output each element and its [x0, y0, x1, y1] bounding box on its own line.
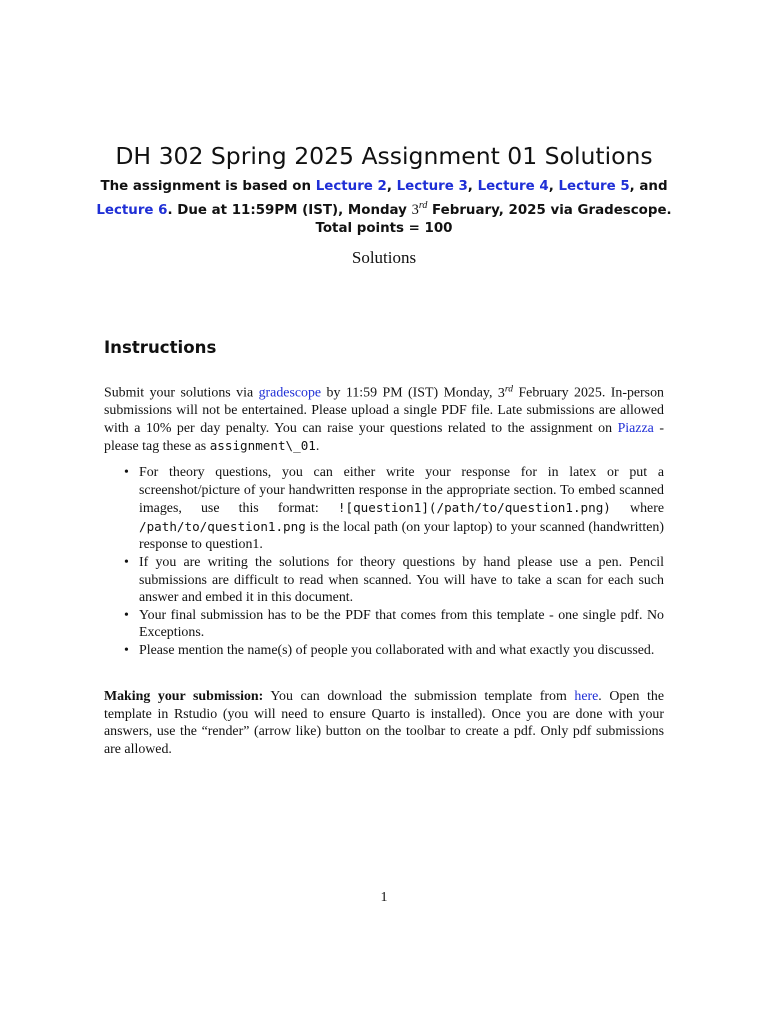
lecture-3-link[interactable]: Lecture 3 [396, 179, 468, 194]
instructions-heading: Instructions [104, 338, 217, 357]
list-item: • For theory questions, you can either write your response for in latex or put a screenshot/picture of your handwritten response in the appropriate section. To embed scanned images, use this format: ![question1](/path/to/question1.png) where /path/to/question1.png is the local path (on your laptop) to your scanned (handwritten) response to question1. [124, 465, 665, 553]
instructions-intro: Submit your solutions via gradescope by 11:59 PM (IST) Monday, 3rd February 2025. In-person submissions will not be entertained. Please upload a single PDF file. Late submissions are allowed with a 10% per day penalty. You can raise your questions related to the assignment on Piazza - please tag these as assignment\_01. [104, 384, 664, 455]
lecture-2-link[interactable]: Lecture 2 [315, 179, 387, 194]
total-points: Total points = 100 [315, 221, 453, 237]
gradescope-link[interactable]: gradescope [258, 385, 322, 401]
bullet-icon: • [124, 642, 129, 658]
list-item: • If you are writing the solutions for theory questions by hand please use a pen. Pencil submissions are difficult to read when scanned. You will have to take a scan for each such answer and embed it in this document. [124, 554, 664, 606]
assignment-tag: assignment\_01 [209, 438, 316, 454]
path-code: /path/to/question1.png [139, 518, 306, 534]
template-here-link[interactable]: here [574, 689, 599, 704]
document-subtitle: The assignment is based on Lecture 2, Lecture 3, Lecture 4, Lecture 5, and Lecture 6. Due at 11:59PM (IST), Monday 3rd February, 2025 via Gradescope. Total points = 100 [96, 179, 672, 237]
lecture-5-link[interactable]: Lecture 5 [558, 179, 630, 194]
subtitle-prefix: The assignment is based on [100, 179, 312, 194]
submission-label: Making your submission: [104, 689, 264, 704]
due-suffix: February, 2025 via Gradescope. [432, 202, 672, 218]
list-item: • Your final submission has to be the PDF that comes from this template - one single pdf. No Exceptions. [124, 607, 664, 641]
list-item: • Please mention the name(s) of people you collaborated with and what exactly you discussed. [124, 642, 655, 658]
document-author: Solutions [351, 248, 417, 267]
lecture-4-link[interactable]: Lecture 4 [477, 179, 549, 194]
and-text: , and [629, 179, 668, 194]
bullet-icon: • [124, 465, 129, 480]
due-prefix: . Due at 11:59PM (IST), Monday [167, 202, 407, 218]
piazza-link[interactable]: Piazza [617, 420, 654, 436]
intro-day: 3rd [497, 384, 513, 401]
page-number: 1 [380, 890, 388, 905]
image-embed-code: ![question1](/path/to/question1.png) [337, 500, 611, 516]
lecture-6-link[interactable]: Lecture 6 [96, 202, 168, 218]
due-day: 3rd [411, 199, 428, 218]
bullet-icon: • [124, 607, 129, 623]
document-title: DH 302 Spring 2025 Assignment 01 Solutions [115, 142, 653, 170]
bullet-icon: • [124, 554, 129, 570]
instructions-list [104, 464, 664, 660]
submission-paragraph: Making your submission: You can download the submission template from here. Open the template in Rstudio (you will need to ensure Quarto is installed). Once you are done with your answers, use the “render” (arrow like) button on the toolbar to create a pdf. Only pdf submissions are allowed. [104, 689, 664, 757]
